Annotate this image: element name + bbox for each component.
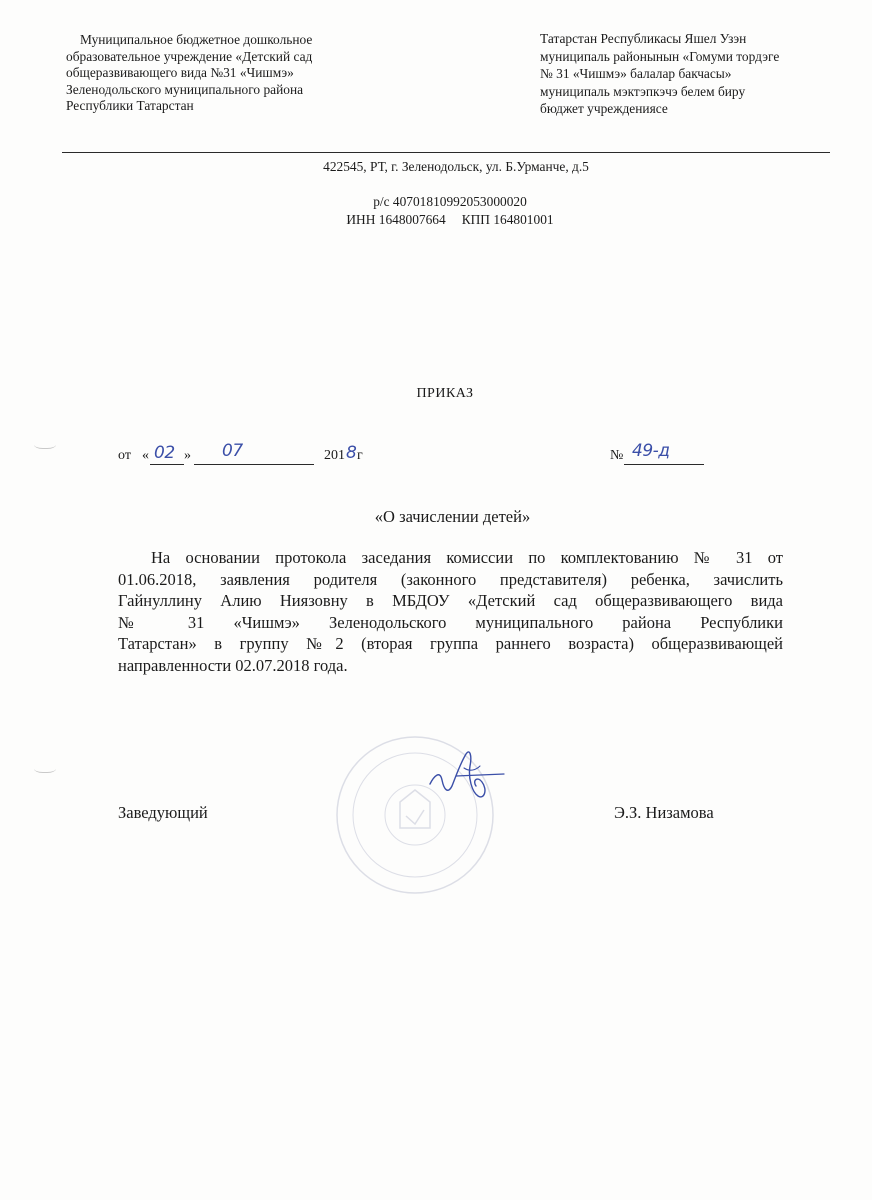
header-left-russian (66, 32, 396, 115)
bank-account: р/с 40701810992053000020 (373, 194, 527, 209)
header-right-line: Татарстан Республикасы Яшел Узэн (540, 31, 747, 46)
header-left-line: образовательное учреждение «Детский сад (66, 48, 313, 64)
header-left-line: Муниципальное бюджетное дошкольное (80, 32, 313, 47)
month-underline (194, 464, 314, 465)
inn: ИНН 1648007664 (346, 211, 446, 227)
order-subject: «О зачислении детей» (374, 507, 531, 526)
body-line: 01.06.2018, заявления родителя (законного представителя) ребенка, зачислить (118, 569, 783, 589)
header-left-line: Зеленодольского муниципального района (66, 81, 304, 97)
signatory-position: Заведующий (118, 803, 208, 822)
header-left-line: Республики Татарстан (66, 98, 194, 114)
header-left-line: общеразвивающего вида №31 «Чишмэ» (66, 65, 294, 81)
number-underline (624, 464, 704, 465)
year-suffix: г (357, 448, 363, 463)
body-line: Татарстан» в группу №2 (вторая группа раннего возраста) общеразвивающей (118, 634, 783, 654)
order-date-number-row (118, 443, 818, 467)
day-underline (150, 464, 184, 465)
handwritten-signature-icon (420, 746, 510, 806)
header-right-line: муниципаль районынын «Гомуми тордэге (540, 48, 780, 64)
date-quote-open: « (142, 448, 149, 463)
punch-hole-mark (34, 762, 56, 773)
kpp: КПП 164801001 (461, 211, 554, 227)
handwritten-order-number: 49-д (632, 441, 670, 461)
organization-address: 422545, РТ, г. Зеленодольск, ул. Б.Урманче, д.5 (323, 159, 589, 174)
header-right-line: бюджет учреждениясе (540, 101, 668, 117)
handwritten-month: 07 (222, 441, 243, 461)
body-line: направленности 02.07.2018 года. (118, 655, 348, 675)
header-right-tatar (540, 30, 840, 118)
signatory-name: Э.З. Низамова (614, 803, 714, 822)
punch-hole-mark (34, 438, 56, 449)
header-right-line: муниципаль мэктэпкэчэ белем биру (540, 83, 746, 99)
order-title: ПРИКАЗ (416, 386, 474, 401)
number-sign: № (610, 448, 624, 463)
header-right-line: № 31 «Чишмэ» балалар бакчасы» (540, 66, 732, 82)
date-quote-close: » (184, 448, 191, 463)
order-body (118, 547, 783, 677)
year-printed: 201 (324, 448, 345, 463)
bank-details (0, 193, 872, 228)
tax-ids (0, 211, 872, 229)
date-prefix: от (118, 448, 131, 463)
header-divider (62, 152, 830, 153)
handwritten-year-digit: 8 (346, 443, 357, 463)
body-line: На основании протокола заседания комиссии по комплектованию № 31 от (151, 548, 783, 567)
body-line: Гайнуллину Алию Ниязовну в МБДОУ «Детский сад общеразвивающего вида (118, 591, 783, 611)
handwritten-day: 02 (154, 443, 175, 463)
body-line: № 31 «Чишмэ» Зеленодольского муниципального района Республики (118, 612, 783, 632)
